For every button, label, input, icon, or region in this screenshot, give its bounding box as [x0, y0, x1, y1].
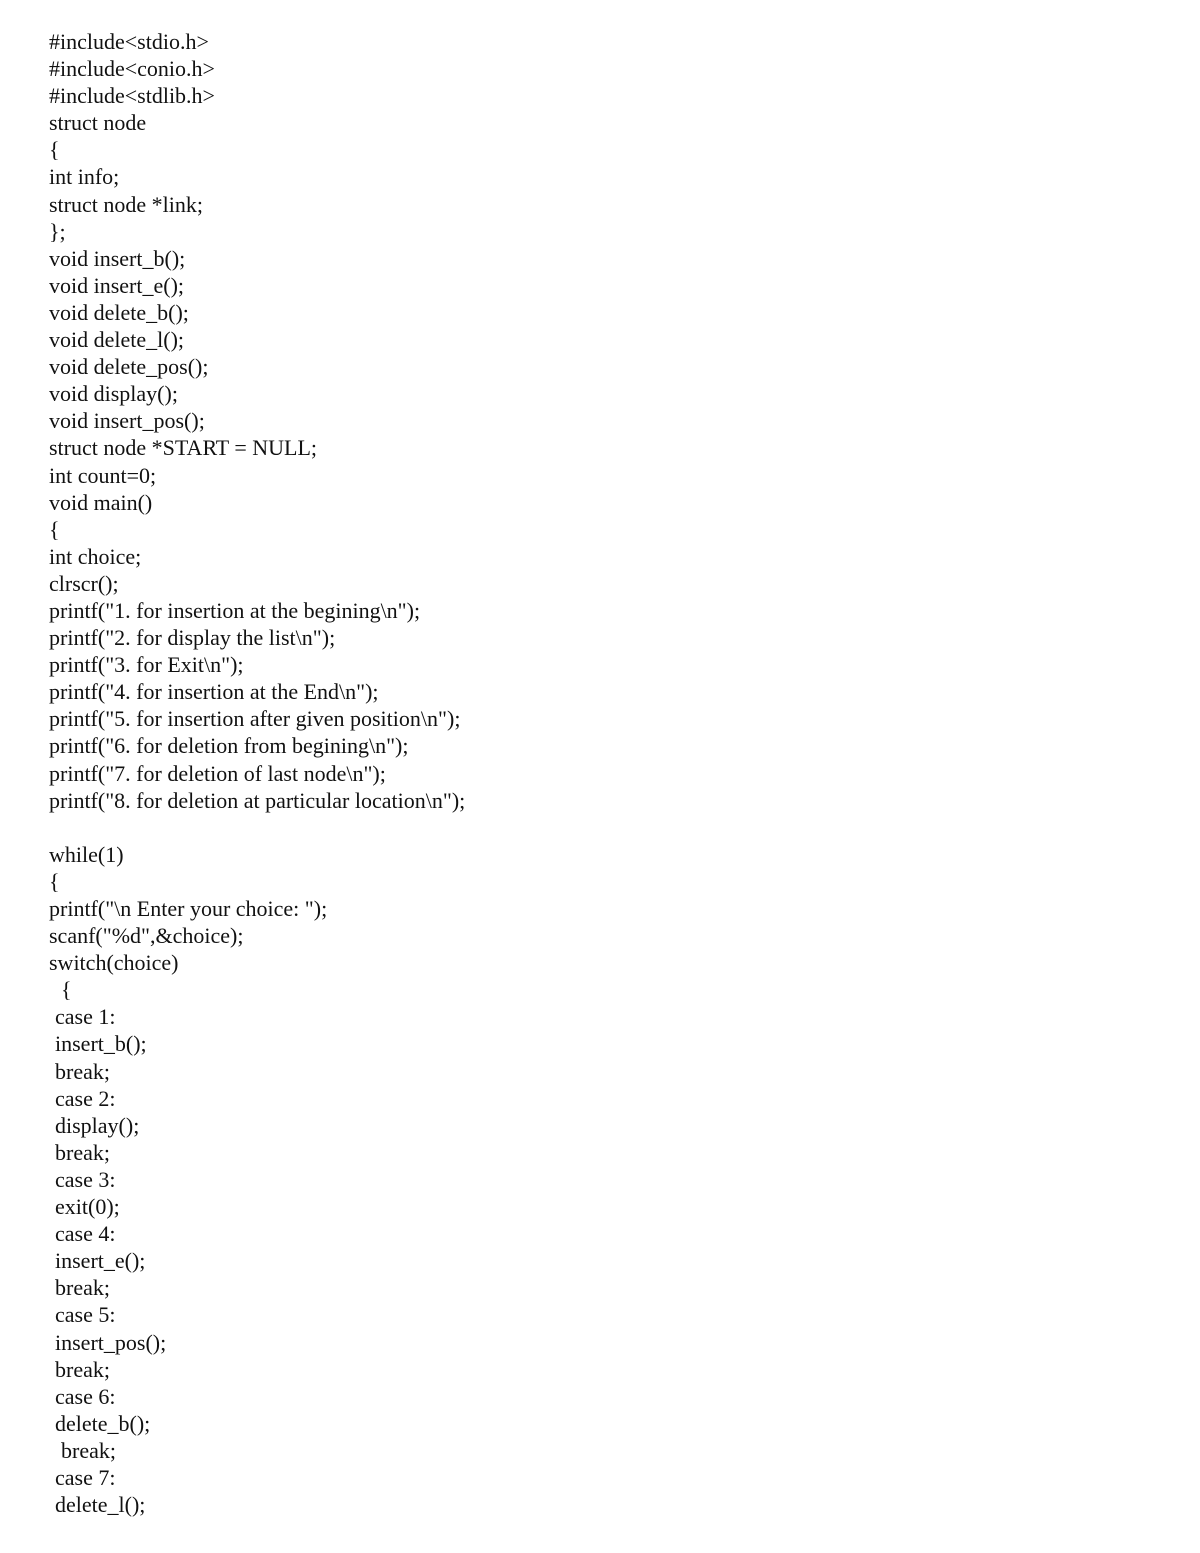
code-line: struct node	[49, 110, 147, 136]
code-line: printf("1. for insertion at the begining\n");	[49, 597, 421, 623]
code-line: void insert_pos();	[49, 408, 205, 434]
code-line: #include<conio.h>	[49, 56, 215, 82]
code-line: printf("7. for deletion of last node\n");	[49, 760, 386, 786]
code-listing	[49, 28, 465, 1518]
code-line: int choice;	[49, 543, 142, 569]
code-line: void delete_pos();	[49, 354, 209, 380]
code-line: insert_b();	[55, 1031, 147, 1057]
code-line: delete_l();	[55, 1492, 146, 1518]
code-line: #include<stdio.h>	[49, 29, 209, 54]
code-line: case 5:	[55, 1302, 116, 1328]
code-line: void display();	[49, 381, 178, 407]
code-line: struct node *link;	[49, 191, 203, 217]
code-line: switch(choice)	[49, 950, 179, 976]
code-line: break;	[55, 1275, 110, 1301]
code-line: break;	[55, 1356, 110, 1382]
code-line: {	[61, 977, 72, 1003]
code-line: printf("2. for display the list\n");	[49, 625, 336, 651]
code-line: while(1)	[49, 841, 124, 867]
blank-line	[49, 814, 465, 841]
code-line: void delete_l();	[49, 327, 185, 353]
code-line: insert_pos();	[55, 1329, 167, 1355]
code-line: case 7:	[55, 1464, 116, 1490]
code-line: void main()	[49, 489, 153, 515]
code-line: {	[49, 137, 60, 163]
code-line: case 3:	[55, 1166, 116, 1192]
code-line: printf("3. for Exit\n");	[49, 652, 244, 678]
code-line: scanf("%d",&choice);	[49, 923, 244, 949]
code-line: exit(0);	[55, 1194, 120, 1220]
code-line: display();	[55, 1112, 140, 1138]
code-line: void insert_e();	[49, 272, 185, 298]
code-line: clrscr();	[49, 570, 119, 596]
code-line: delete_b();	[55, 1410, 151, 1436]
code-line: printf("6. for deletion from begining\n");	[49, 733, 409, 759]
code-line: printf("8. for deletion at particular location\n");	[49, 787, 466, 813]
code-line: break;	[61, 1437, 116, 1463]
code-line: printf("\n Enter your choice: ");	[49, 896, 328, 921]
code-line: printf("5. for insertion after given position\n");	[49, 706, 461, 732]
code-line: case 4:	[55, 1221, 116, 1247]
code-line: int count=0;	[49, 462, 157, 488]
code-line: struct node *START = NULL;	[49, 435, 318, 461]
code-line: {	[49, 868, 60, 894]
code-line: void insert_b();	[49, 245, 186, 271]
code-line: case 6:	[55, 1383, 116, 1409]
code-line: printf("4. for insertion at the End\n");	[49, 679, 379, 705]
code-line: break;	[55, 1139, 110, 1165]
code-line: #include<stdlib.h>	[49, 83, 215, 109]
code-line: void delete_b();	[49, 299, 189, 325]
code-line: insert_e();	[55, 1248, 146, 1274]
code-line: case 2:	[55, 1085, 116, 1111]
code-line: break;	[55, 1058, 110, 1084]
code-line: };	[49, 218, 66, 244]
code-line: case 1:	[55, 1004, 116, 1030]
code-line: {	[49, 516, 60, 542]
code-line: int info;	[49, 164, 120, 190]
